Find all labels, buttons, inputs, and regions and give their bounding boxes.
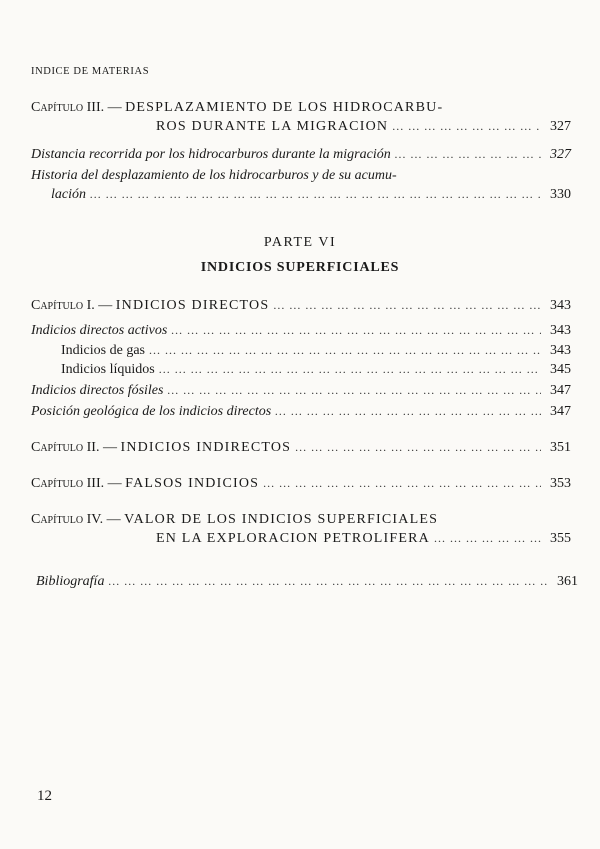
toc-item-text: Posición geológica de los indicios directos <box>31 404 272 419</box>
page-number: 327 <box>550 147 571 162</box>
toc-item-text-continued: lación <box>51 187 86 202</box>
toc-item-text: Indicios líquidos <box>61 362 155 377</box>
page-number: 351 <box>550 440 571 455</box>
leader-dots <box>434 529 541 548</box>
chapter-numeral: II. <box>86 440 100 455</box>
toc-item-text-line-2 <box>31 185 571 204</box>
page-number: 343 <box>550 323 571 338</box>
leader-dots <box>275 402 541 421</box>
toc-item-liquidos <box>31 360 571 379</box>
chapter-title: INDICIOS INDIRECTOS <box>120 440 292 455</box>
toc-item-gas <box>31 341 571 360</box>
chapter-title: VALOR DE LOS INDICIOS SUPERFICIALES <box>124 512 439 527</box>
chapter-dash: — <box>98 298 113 313</box>
chapter-title-line-2 <box>31 117 571 136</box>
chapter-title: DESPLAZAMIENTO DE LOS HIDROCARBU- <box>125 100 444 115</box>
toc-item-text: Distancia recorrida por los hidrocarburos durante la migración <box>31 147 391 162</box>
toc-bibliography <box>36 572 578 591</box>
toc-item-text: Indicios directos fósiles <box>31 383 164 398</box>
chapter-title: FALSOS INDICIOS <box>125 476 260 491</box>
page-number: 343 <box>550 298 571 313</box>
toc-chapter-2 <box>31 438 571 457</box>
toc-item-text: Indicios directos activos <box>31 323 168 338</box>
leader-dots <box>149 341 541 360</box>
page-number: 347 <box>550 383 571 398</box>
chapter-dash: — <box>106 512 121 527</box>
page-number: 343 <box>550 343 571 358</box>
toc-item-text: Historia del desplazamiento de los hidrocarburos y de su acumu- <box>31 168 397 183</box>
toc-item-text: Bibliografía <box>36 574 105 589</box>
page-number: 361 <box>557 574 578 589</box>
toc-item-text-line-1 <box>31 166 571 185</box>
toc-item-directos-activos <box>31 321 571 340</box>
running-head: INDICE DE MATERIAS <box>31 66 150 77</box>
chapter-numeral: I. <box>86 298 95 313</box>
page-number: 347 <box>550 404 571 419</box>
toc-item-fosiles <box>31 381 571 400</box>
chapter-label: Capítulo <box>31 298 84 313</box>
page-number: 327 <box>550 119 571 134</box>
leader-dots <box>90 185 541 204</box>
toc-item-historia <box>31 166 571 204</box>
leader-dots <box>108 572 548 591</box>
leader-dots <box>392 117 541 136</box>
toc-chapter-3 <box>31 474 571 493</box>
toc-item-distancia <box>31 145 571 164</box>
page-number: 353 <box>550 476 571 491</box>
chapter-numeral: IV. <box>86 512 104 527</box>
part-heading: PARTE VI <box>263 235 337 250</box>
chapter-title-line-1 <box>31 98 571 117</box>
chapter-title-line-2 <box>31 529 571 548</box>
folio-page-number: 12 <box>37 788 52 804</box>
chapter-dash: — <box>107 100 122 115</box>
toc-chapter-4 <box>31 510 571 548</box>
page-number: 330 <box>550 187 571 202</box>
leader-dots <box>295 438 541 457</box>
chapter-dash: — <box>107 476 122 491</box>
chapter-label: Capítulo <box>31 440 84 455</box>
page-number: 345 <box>550 362 571 377</box>
toc-chapter-3-migration <box>31 98 571 136</box>
leader-dots <box>159 360 541 379</box>
leader-dots <box>263 474 541 493</box>
chapter-numeral: III. <box>86 476 105 491</box>
leader-dots <box>273 296 541 315</box>
part-title: INDICIOS SUPERFICIALES <box>200 260 400 275</box>
chapter-title-continued: EN LA EXPLORACION PETROLIFERA <box>156 531 430 546</box>
chapter-title: INDICIOS DIRECTOS <box>115 298 270 313</box>
chapter-label: Capítulo <box>31 512 84 527</box>
leader-dots <box>167 381 541 400</box>
toc-item-posicion <box>31 402 571 421</box>
toc-item-text: Indicios de gas <box>61 343 145 358</box>
chapter-label: Capítulo <box>31 476 84 491</box>
leader-dots <box>395 145 541 164</box>
chapter-numeral: III. <box>86 100 105 115</box>
toc-chapter-1 <box>31 296 571 315</box>
chapter-dash: — <box>102 440 117 455</box>
page-number: 355 <box>550 531 571 546</box>
chapter-title-line-1 <box>31 510 571 529</box>
leader-dots <box>171 321 541 340</box>
chapter-title-continued: ROS DURANTE LA MIGRACION <box>156 119 389 134</box>
chapter-label: Capítulo <box>31 100 84 115</box>
